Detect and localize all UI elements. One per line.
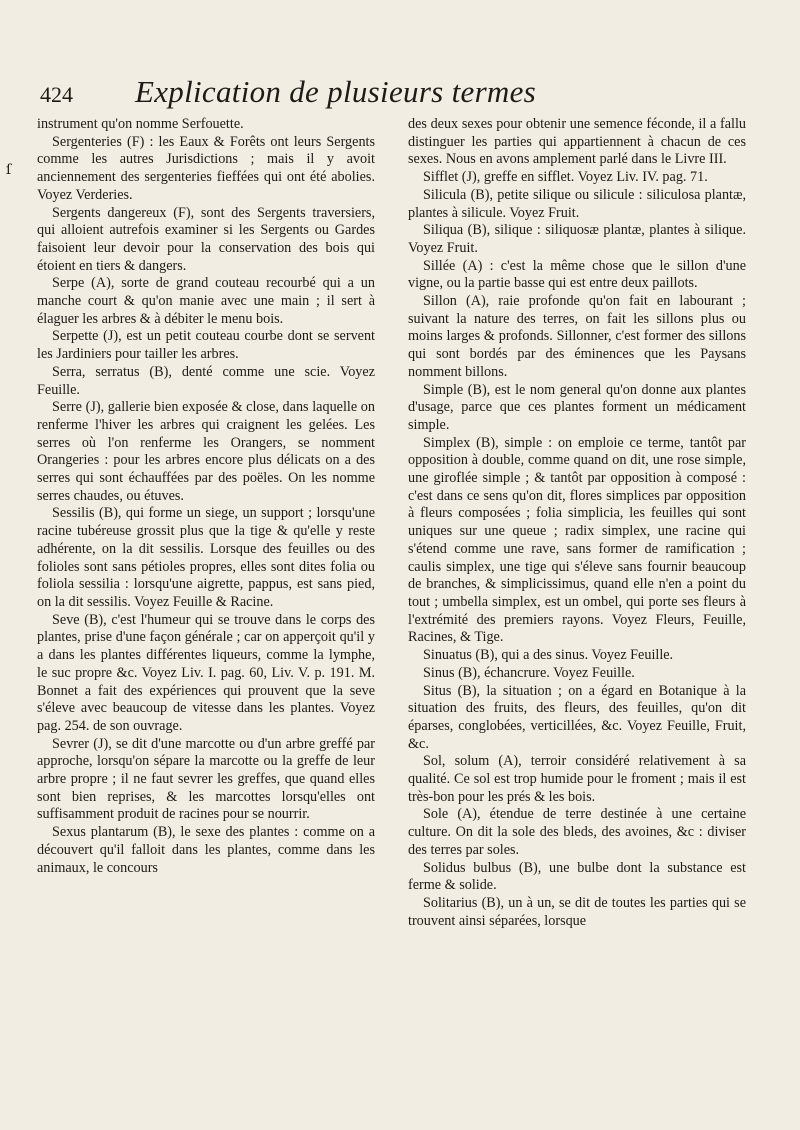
entry-paragraph: Simplex (B), simple : on emploie ce terme, tantôt par opposition à double, comme quand on dit, une rose simple, une giroflée simple ; & tantôt par opposition à composé : c'est dans ce sens qu'on dit, flores simplices par opposition à fleurs composées ; folia simplicia, les feuilles qui sont uniques sur une queue ; radix simplex, une racine qui s'étend comme une rave, sans former de ramification ; caulis simplex, une tige qui s'éleve sans fournir beaucoup de branches, & simplicissimus, quand elle n'en a point du tout ; umbella simplex, est un ombel, qui porte ses fleurs à l'extrémité des premiers rayons. Voyez Fleurs, Feuille, Racines, & Tige. (408, 434, 746, 646)
entry-paragraph: Sillon (A), raie profonde qu'on fait en labourant ; suivant la nature des terres, on fait les sillons plus ou moins larges & profonds. Sillonner, c'est former des sillons qui sont bordés par des éminences que les Paysans nomment billons. (408, 293, 746, 380)
entry-paragraph: Sergents dangereux (F), sont des Sergents traversiers, qui alloient autrefois examiner si les Sergents ou Gardes faisoient leur devoir pour la conservation des bois qui étoient en tiers & dangers. (37, 204, 375, 274)
right-column (408, 116, 746, 930)
page-header (40, 74, 760, 116)
entry-paragraph: Silicula (B), petite silique ou silicule : siliculosa plantæ, plantes à silicule. Voyez Fruit. (408, 186, 746, 221)
entry-paragraph: Serpe (A), sorte de grand couteau recourbé qui a un manche court & qu'on manie avec une main ; il sert à élaguer les arbres & à débiter le menu bois. (37, 275, 375, 327)
entry-paragraph: Sexus plantarum (B), le sexe des plantes : comme on a découvert qu'il falloit dans les plantes, comme dans les animaux, le concours (37, 824, 375, 876)
entry-paragraph: Serra, serratus (B), denté comme une scie. Voyez Feuille. (37, 363, 375, 398)
entry-paragraph: Seve (B), c'est l'humeur qui se trouve dans le corps des plantes, prise d'une façon générale ; car on apperçoit qu'il y a dans les plantes différentes liqueurs, comme la lymphe, le suc propre &c. Voyez Liv. I. pag. 60, Liv. V. p. 191. M. Bonnet a fait des expériences qui prouvent que la seve s'éleve avec beaucoup de vitesse dans les plantes. Voyez pag. 254. de son ouvrage. (37, 611, 375, 734)
entry-paragraph: Sergenteries (F) : les Eaux & Forêts ont leurs Sergents comme les autres Jurisdictions ; mais il y avoit anciennement des sergenteries fieffées qui ont été abolies. Voyez Verderies. (37, 133, 375, 203)
entry-paragraph: Serre (J), gallerie bien exposée & close, dans laquelle on renferme l'hiver les arbres qui craignent les gelées. Les serres où l'on renferme les Orangers, se nomment Orangeries : pour les arbres encore plus délicats on a des serres qui sont échauffées par des poëles. On les nomme serres chaudes, ou étuves. (37, 399, 375, 504)
entry-paragraph: Serpette (J), est un petit couteau courbe dont se servent les Jardiniers pour tailler les arbres. (37, 328, 375, 363)
entry-paragraph: Simple (B), est le nom general qu'on donne aux plantes d'usage, parce que ces plantes forment un médicament simple. (408, 381, 746, 433)
entry-paragraph: instrument qu'on nomme Serfouette. (37, 116, 244, 132)
left-column (37, 116, 375, 877)
entry-paragraph: Siliqua (B), silique : siliquosæ plantæ, plantes à silique. Voyez Fruit. (408, 222, 746, 256)
margin-mark: ſ (6, 162, 12, 178)
entry-paragraph: Sinuatus (B), qui a des sinus. Voyez Feuille. (423, 647, 674, 664)
entry-paragraph: Sinus (B), échancrure. Voyez Feuille. (423, 664, 635, 681)
entry-paragraph: Situs (B), la situation ; on a égard en Botanique à la situation des fruits, des fleurs, des feuilles, qu'on dit éparses, conglobées, verticillées, &c. Voyez Feuille, Fruit, &c. (408, 682, 746, 752)
running-title: Explication de plusieurs termes (135, 74, 537, 109)
entry-paragraph: des deux sexes pour obtenir une semence féconde, il a fallu distinguer les parties qui appartiennent à chacun de ces sexes. Nous en avons amplement parlé dans le Livre III. (408, 116, 746, 168)
entry-paragraph: Solitarius (B), un à un, se dit de toutes les parties qui se trouvent ainsi séparées, lorsque (408, 894, 746, 929)
entry-paragraph: Sevrer (J), se dit d'une marcotte ou d'un arbre greffé par approche, lorsqu'on sépare la marcotte ou la greffe de leur arbre propre ; il ne faut sevrer les greffes, que quand elles sont bien reprises, & les marcottes lorsqu'elles ont suffisamment produit de racines pour se nourrir. (37, 735, 375, 823)
page-number: 424 (40, 82, 73, 107)
entry-paragraph: Sifflet (J), greffe en sifflet. Voyez Liv. IV. pag. 71. (423, 169, 708, 186)
entry-paragraph: Sessilis (B), qui forme un siege, un support ; lorsqu'une racine tubéreuse grossit plus que la tige & qu'elle y reste adhérente, on la dit sessilis. Lorsque des feuilles ou des folioles sont sans pétioles propres, elles sont dites folia ou foliola sessilia : lorsqu'une aigrette, pappus, est sans pied, on la dit sessilis. Voyez Feuille & Racine. (37, 505, 375, 610)
entry-paragraph: Sol, solum (A), terroir considéré relativement à sa qualité. Ce sol est trop humide pour le froment ; mais il est très-bon pour les prés & les bois. (408, 753, 746, 805)
entry-paragraph: Sole (A), étendue de terre destinée à une certaine culture. On dit la sole des bleds, des avoines, &c : diviser des terres par soles. (408, 806, 746, 858)
entry-paragraph: Solidus bulbus (B), une bulbe dont la substance est ferme & solide. (408, 859, 746, 894)
entry-paragraph: Sillée (A) : c'est la même chose que le sillon d'une vigne, ou la partie basse qui est entre deux paillots. (408, 257, 746, 292)
